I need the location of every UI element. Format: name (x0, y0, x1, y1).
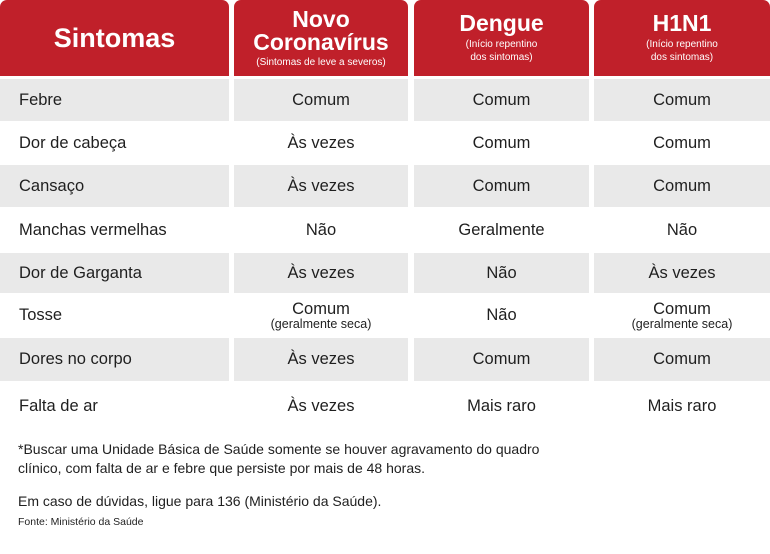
helpline-text: Em caso de dúvidas, ligue para 136 (Ministério da Saúde). (18, 493, 382, 509)
footnote-line2: clínico, com falta de ar e febre que persiste por mais de 48 horas. (18, 460, 425, 476)
footnote-line1: *Buscar uma Unidade Básica de Saúde somente se houver agravamento do quadro (18, 441, 540, 457)
header-dengue-sub1: (Início repentino (465, 39, 538, 50)
dengue-cell (414, 253, 589, 293)
h1n1-cell (594, 253, 770, 293)
dengue-value: Comum (472, 133, 531, 152)
table-row (0, 165, 770, 207)
table-row (0, 384, 770, 428)
h1n1-value: Mais raro (647, 396, 717, 415)
dengue-value: Comum (472, 90, 531, 109)
h1n1-value: Comum (653, 133, 711, 152)
covid-value: Às vezes (287, 263, 355, 282)
header-symptoms-title: Sintomas (53, 22, 176, 53)
symptom-label: Manchas vermelhas (19, 220, 167, 239)
header-h1n1 (594, 0, 770, 76)
h1n1-cell (594, 165, 770, 207)
symptom-cell (0, 122, 229, 164)
dengue-value: Geralmente (458, 220, 545, 239)
dengue-cell (414, 122, 589, 164)
symptom-label: Febre (19, 90, 63, 109)
covid-cell (234, 122, 408, 164)
h1n1-cell (594, 294, 770, 337)
dengue-value: Não (486, 263, 517, 282)
covid-cell (234, 253, 408, 293)
covid-value: Comum (292, 90, 350, 109)
header-covid-line2: Coronavírus (253, 28, 389, 55)
covid-cell (234, 208, 408, 252)
header-covid (234, 0, 408, 76)
footnote (18, 440, 539, 478)
symptom-cell (0, 79, 229, 121)
symptom-label: Dor de cabeça (19, 133, 127, 152)
h1n1-note: (geralmente seca) (631, 316, 733, 331)
table-row (0, 253, 770, 293)
h1n1-value: Comum (653, 299, 711, 318)
table-row (0, 122, 770, 164)
header-covid-line1: Novo (292, 5, 350, 32)
covid-value: Não (305, 220, 337, 239)
symptom-cell (0, 338, 229, 381)
covid-value: Às vezes (287, 350, 355, 369)
covid-value: Comum (292, 299, 350, 318)
dengue-value: Mais raro (467, 396, 536, 415)
dengue-cell (414, 294, 589, 337)
helpline-note (18, 492, 381, 511)
header-dengue-title: Dengue (459, 10, 544, 36)
symptom-cell (0, 253, 229, 293)
h1n1-value: Comum (653, 176, 711, 195)
h1n1-value: Às vezes (648, 263, 716, 282)
dengue-cell (414, 384, 589, 428)
h1n1-cell (594, 208, 770, 252)
table-row (0, 208, 770, 252)
covid-value: Às vezes (287, 176, 355, 195)
header-covid-sub: (Sintomas de leve a severos) (256, 56, 386, 68)
h1n1-cell (594, 338, 770, 381)
h1n1-cell (594, 384, 770, 428)
table-row (0, 338, 770, 381)
header-symptoms (0, 0, 229, 76)
covid-value: Às vezes (287, 133, 355, 152)
dengue-cell (414, 208, 589, 252)
h1n1-value: Não (666, 220, 698, 239)
h1n1-value: Comum (653, 350, 711, 369)
header-h1n1-sub1: (Início repentino (646, 39, 718, 50)
covid-cell (234, 294, 408, 337)
symptom-cell (0, 208, 229, 252)
dengue-cell (414, 165, 589, 207)
table-row (0, 294, 770, 337)
h1n1-value: Comum (653, 90, 711, 109)
dengue-value: Não (486, 306, 517, 325)
covid-note: (geralmente seca) (270, 316, 372, 331)
symptom-cell (0, 384, 229, 428)
header-dengue-sub2: dos sintomas) (470, 52, 533, 63)
header-dengue (414, 0, 589, 76)
covid-cell (234, 79, 408, 121)
dengue-cell (414, 338, 589, 381)
source-credit: Fonte: Ministério da Saúde (18, 516, 144, 528)
symptom-cell (0, 294, 229, 337)
table-row (0, 79, 770, 121)
header-h1n1-sub2: dos sintomas) (650, 52, 714, 63)
symptom-label: Tosse (19, 306, 63, 325)
header-h1n1-title: H1N1 (652, 10, 712, 36)
symptom-label: Cansaço (19, 176, 85, 195)
symptom-label: Dores no corpo (19, 350, 132, 369)
dengue-value: Comum (472, 176, 531, 195)
covid-cell (234, 338, 408, 381)
covid-value: Às vezes (287, 396, 355, 415)
h1n1-cell (594, 122, 770, 164)
symptom-cell (0, 165, 229, 207)
symptom-label: Dor de Garganta (19, 263, 142, 282)
symptom-label: Falta de ar (19, 396, 98, 415)
covid-cell (234, 384, 408, 428)
dengue-cell (414, 79, 589, 121)
h1n1-cell (594, 79, 770, 121)
dengue-value: Comum (472, 350, 531, 369)
covid-cell (234, 165, 408, 207)
